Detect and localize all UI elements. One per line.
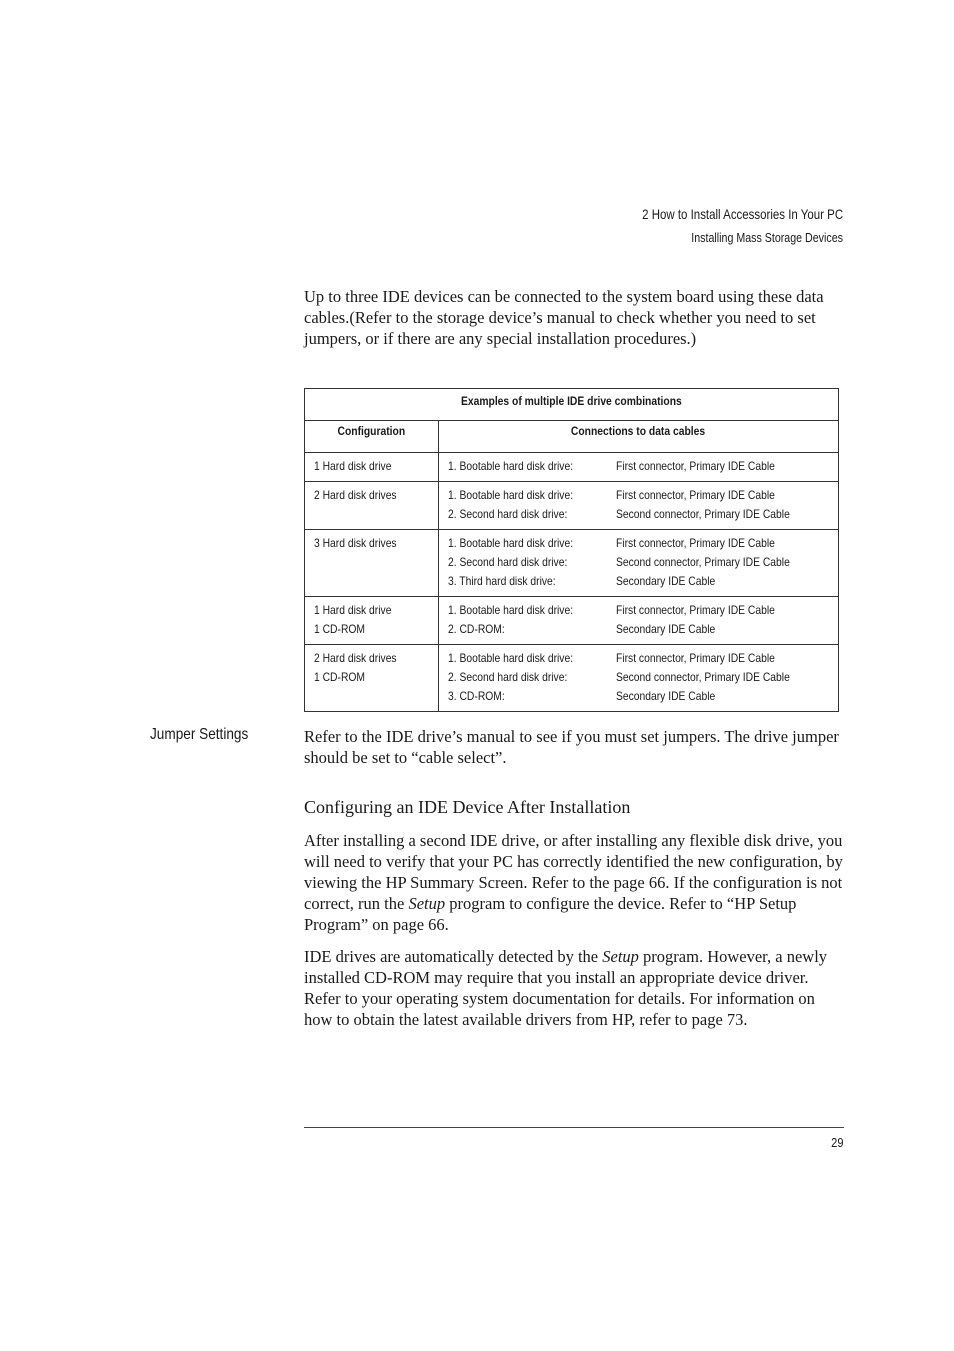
p1-setup-emphasis: Setup: [408, 894, 446, 913]
jumper-paragraph: Refer to the IDE drive’s manual to see if you must set jumpers. The drive jumper should be set to “cable select”.: [304, 727, 839, 767]
connection-line: [448, 668, 838, 687]
drive-label: [448, 553, 616, 572]
column-header-connections: [439, 421, 839, 453]
cable-label: [616, 553, 838, 572]
cable-label-text: First connector, Primary IDE Cable: [616, 459, 775, 473]
configuring-paragraph-1: [304, 830, 844, 935]
running-header-section: Installing Mass Storage Devices: [691, 230, 843, 245]
cable-label: [616, 668, 838, 687]
drive-label: [448, 486, 616, 505]
drive-label: [448, 572, 616, 591]
p1-text-b: program to configure the device. Refer to “HP Setup Program” on page 66.: [304, 894, 797, 934]
configuring-paragraph-2: [304, 946, 844, 1030]
config-cell: [305, 530, 439, 597]
connection-line: [448, 601, 838, 620]
connections-cell: [439, 482, 839, 530]
table-row: [305, 645, 839, 712]
cable-label-text: Secondary IDE Cable: [616, 574, 716, 588]
connections-cell: [439, 645, 839, 712]
drive-label: [448, 505, 616, 524]
cable-label-text: First connector, Primary IDE Cable: [616, 536, 775, 550]
table-body: [305, 453, 839, 712]
table-caption: [305, 389, 839, 421]
connections-cell: [439, 530, 839, 597]
cable-label: [616, 457, 838, 476]
drive-label: [448, 687, 616, 706]
cable-label: [616, 620, 838, 639]
config-line: 1 Hard disk drive: [314, 603, 392, 617]
ide-combinations-table: [304, 388, 839, 712]
config-line: 2 Hard disk drives: [314, 651, 397, 665]
cable-label: [616, 486, 838, 505]
column-header-configuration-text: Configuration: [337, 424, 406, 438]
page-number: 29: [830, 1135, 843, 1150]
running-header-chapter: 2 How to Install Accessories In Your PC: [641, 206, 843, 222]
column-header-configuration: [305, 421, 439, 453]
p1-text-a: After installing a second IDE drive, or after installing any flexible disk drive, you will need to verify that your PC has correctly identified the new configuration, by viewing the HP Summary Screen. Refer to the page 66. If the configuration is not correct, run the: [304, 831, 843, 913]
table-row: [305, 482, 839, 530]
cable-label-text: First connector, Primary IDE Cable: [616, 651, 775, 665]
cable-label-text: Secondary IDE Cable: [616, 689, 716, 703]
cable-label: [616, 649, 838, 668]
connection-line: [448, 505, 838, 524]
drive-label-text: 1. Bootable hard disk drive:: [448, 603, 574, 617]
cable-label-text: First connector, Primary IDE Cable: [616, 488, 775, 502]
section-title: Configuring an IDE Device After Installation: [304, 797, 631, 817]
intro-paragraph: Up to three IDE devices can be connected to the system board using these data cables.(Refer to the storage device’s manual to check whether you need to set jumpers, or if there are any special installation procedures.): [304, 287, 824, 348]
footer-rule: [304, 1127, 844, 1128]
drive-label: [448, 620, 616, 639]
config-cell: [305, 482, 439, 530]
table-row: [305, 530, 839, 597]
drive-label-text: 1. Bootable hard disk drive:: [448, 459, 574, 473]
p2-text-a: IDE drives are automatically detected by the: [304, 947, 603, 966]
drive-label-text: 3. CD-ROM:: [448, 689, 505, 703]
config-cell: [305, 453, 439, 482]
table-caption-text: Examples of multiple IDE drive combinations: [461, 394, 682, 408]
config-cell: [305, 645, 439, 712]
drive-label-text: 2. Second hard disk drive:: [448, 670, 568, 684]
cable-label: [616, 534, 838, 553]
drive-label-text: 1. Bootable hard disk drive:: [448, 488, 574, 502]
column-header-connections-text: Connections to data cables: [571, 424, 706, 438]
cable-label-text: Second connector, Primary IDE Cable: [616, 670, 790, 684]
cable-label-text: Second connector, Primary IDE Cable: [616, 507, 790, 521]
drive-label-text: 3. Third hard disk drive:: [448, 574, 556, 588]
cable-label-text: Secondary IDE Cable: [616, 622, 716, 636]
config-cell: [305, 597, 439, 645]
connection-line: [448, 486, 838, 505]
cable-label-text: First connector, Primary IDE Cable: [616, 603, 775, 617]
config-line: 2 Hard disk drives: [314, 488, 397, 502]
table-row: [305, 597, 839, 645]
config-line: 1 CD-ROM: [314, 622, 366, 636]
connection-line: [448, 620, 838, 639]
cable-label-text: Second connector, Primary IDE Cable: [616, 555, 790, 569]
cable-label: [616, 505, 838, 524]
config-line: 3 Hard disk drives: [314, 536, 397, 550]
connection-line: [448, 687, 838, 706]
drive-label: [448, 649, 616, 668]
drive-label-text: 1. Bootable hard disk drive:: [448, 651, 574, 665]
table-row: [305, 453, 839, 482]
jumper-settings-heading: Jumper Settings: [150, 726, 249, 743]
connection-line: [448, 572, 838, 591]
drive-label-text: 2. Second hard disk drive:: [448, 555, 568, 569]
config-line: 1 CD-ROM: [314, 670, 366, 684]
connections-cell: [439, 453, 839, 482]
drive-label-text: 2. CD-ROM:: [448, 622, 505, 636]
connection-line: [448, 534, 838, 553]
connections-cell: [439, 597, 839, 645]
config-line: 1 Hard disk drive: [314, 459, 392, 473]
p2-text-b: program. However, a newly installed CD-ROM may require that you install an appropriate device driver. Refer to your operating system documentation for details. For information on how to obtain the latest available drivers from HP, refer to page 73.: [304, 947, 828, 1029]
connection-line: [448, 457, 838, 476]
drive-label-text: 1. Bootable hard disk drive:: [448, 536, 574, 550]
p2-setup-emphasis: Setup: [602, 947, 639, 966]
cable-label: [616, 601, 838, 620]
connection-line: [448, 649, 838, 668]
connection-line: [448, 553, 838, 572]
drive-label: [448, 668, 616, 687]
cable-label: [616, 687, 838, 706]
drive-label: [448, 601, 616, 620]
cable-label: [616, 572, 838, 591]
drive-label-text: 2. Second hard disk drive:: [448, 507, 568, 521]
drive-label: [448, 534, 616, 553]
drive-label: [448, 457, 616, 476]
